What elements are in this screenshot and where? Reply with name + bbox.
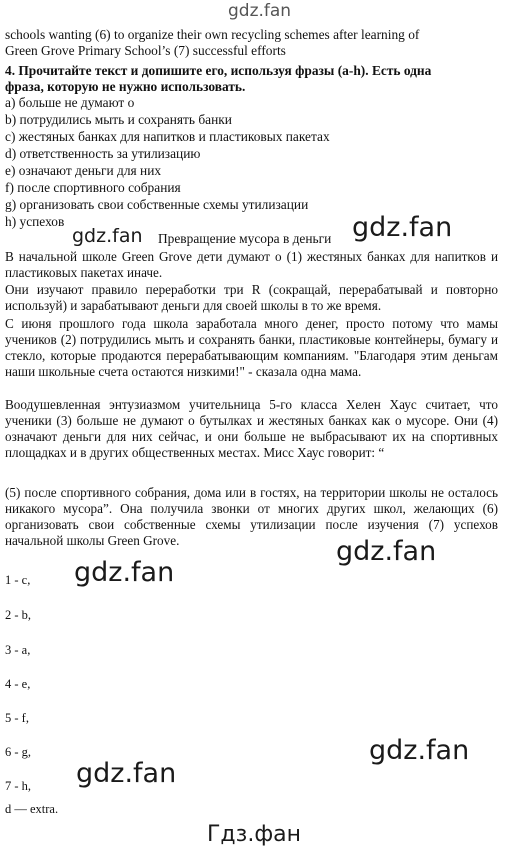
option-a: a) больше не думают о	[5, 95, 135, 110]
option-f: f) после спортивного собрания	[5, 180, 181, 195]
answer-4: 4 - e,	[5, 677, 31, 691]
answer-1: 1 - c,	[5, 573, 31, 587]
paragraph-5: (5) после спортивного собрания, дома или в гостях, на территории школы не осталось никакого мусора”. Она получила звонки от многих других школ, желающих (6) организовать свои собственные схемы утилизации после изучения (7) успехов начальной школы Green Grove.	[5, 485, 498, 548]
watermark-5: gdz.fan	[369, 735, 470, 766]
paragraph-1: В начальной школе Green Grove дети думают о (1) жестяных банках для напитков и пластиковых пакетах иначе.	[5, 249, 498, 280]
answer-3: 3 - a,	[5, 643, 31, 657]
text-title: Превращение мусора в деньги	[158, 231, 332, 246]
answer-7: 7 - h,	[5, 779, 32, 793]
option-g: g) организовать свои собственные схемы утилизации	[5, 197, 309, 212]
option-h: h) успехов	[5, 214, 65, 229]
watermark-top: gdz.fan	[228, 1, 292, 21]
watermark-3: gdz.fan	[336, 536, 437, 567]
watermark-1: gdz.fan	[72, 225, 143, 247]
task-heading-line-1: 4. Прочитайте текст и допишите его, используя фразы (a-h). Есть одна	[5, 63, 432, 78]
watermark-4: gdz.fan	[74, 557, 175, 588]
option-d: d) ответственность за утилизацию	[5, 146, 201, 161]
intro-line-2: Green Grove Primary School’s (7) successful efforts	[5, 43, 286, 58]
paragraph-3: С июня прошлого года школа заработала много денег, просто потому что мамы учеников (2) потрудились мыть и сохранять банки, пластиковые контейнеры, бумагу и стекло, которые продаются перерабатывающим компаниям. "Благодаря этим деньгам наши школьные счета остаются низкими!" - сказала одна мама.	[5, 316, 498, 379]
answer-5: 5 - f,	[5, 711, 29, 725]
paragraph-4: Воодушевленная энтузиазмом учительница 5-го класса Хелен Хаус считает, что ученики (3) больше не думают о бутылках и жестяных банках как о мусоре. Они (4) означают деньги для них сейчас, и они больше не выбрасывают их на спортивных площадках и в других общественных местах. Мисс Хаус говорит: “	[5, 397, 498, 460]
watermark-2: gdz.fan	[352, 212, 453, 243]
footer-watermark: Гдз.фан	[207, 822, 301, 847]
answer-extra: d — extra.	[5, 802, 59, 816]
answer-2: 2 - b,	[5, 608, 32, 622]
answer-6: 6 - g,	[5, 745, 32, 759]
option-c: c) жестяных банках для напитков и пластиковых пакетах	[5, 129, 330, 144]
paragraph-2: Они изучают правило переработки три R (сокращай, перерабатывай и повторно используй) и зарабатывают деньги для своей школы в то же время.	[5, 282, 498, 313]
watermark-6: gdz.fan	[76, 758, 177, 789]
task-heading-line-2: фраза, которую не нужно использовать.	[5, 79, 246, 94]
option-b: b) потрудились мыть и сохранять банки	[5, 112, 232, 127]
option-e: e) означают деньги для них	[5, 163, 162, 178]
intro-line-1: schools wanting (6) to organize their own recycling schemes after learning of	[5, 27, 420, 42]
